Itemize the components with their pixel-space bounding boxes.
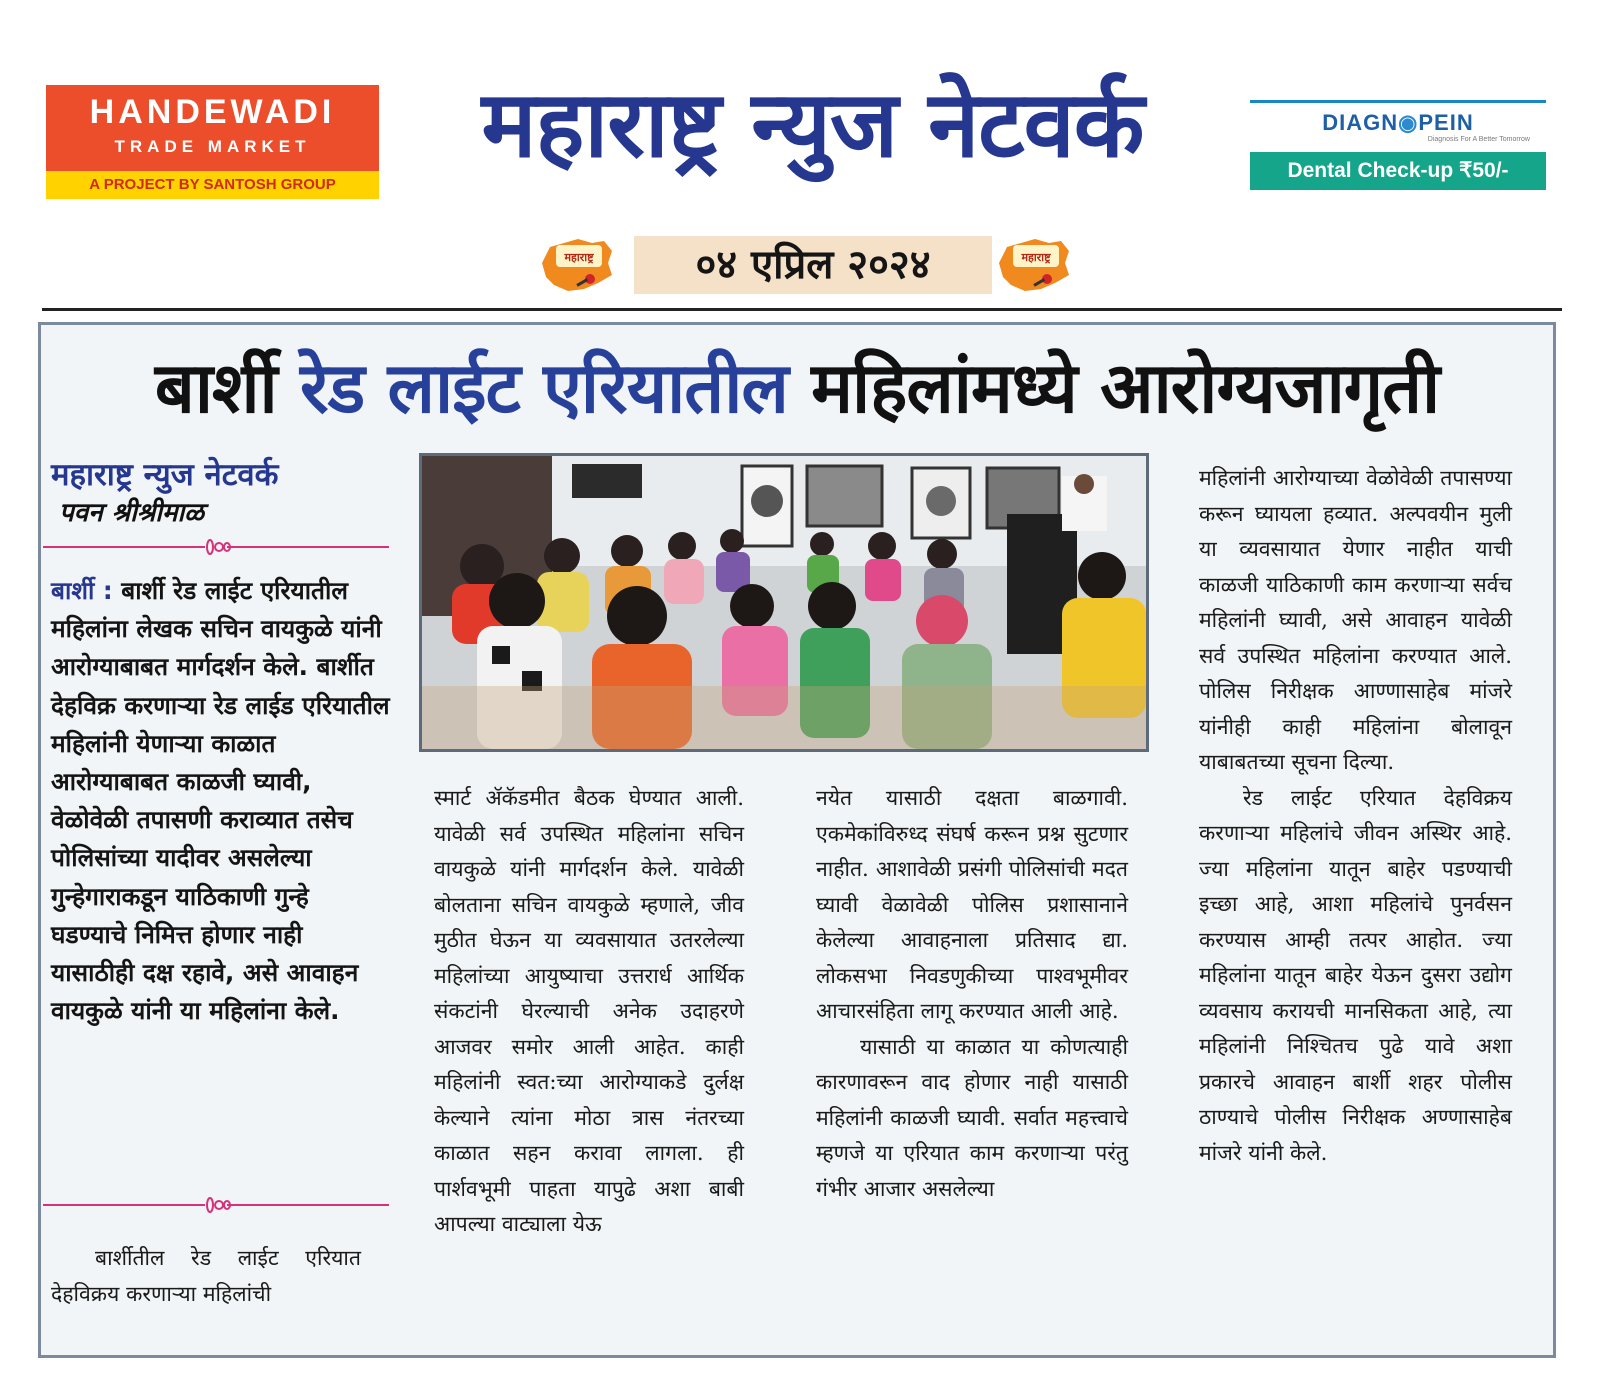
maharashtra-map-emblem-icon	[538, 233, 616, 295]
meeting-photo-illustration	[422, 456, 1146, 749]
headline-part2: रेड लाईट एरियातील	[300, 347, 788, 429]
maharashtra-map-emblem-icon	[995, 233, 1073, 295]
lead-paragraph	[51, 572, 391, 1030]
column-4-paragraph-1: महिलांनी आरोग्याच्या वेळोवेळी तपासण्या करून घ्यायला हव्यात. अल्पवयीन मुली या व्यवसायात येणार नाहीत याची काळजी याठिकाणी काम करणाऱ्या सर्वच महिलांनी घ्यावी, असे आवाहन यावेळी सर्व उपस्थित महिलांना करण्यात आले. पोलिस निरीक्षक आण्णासाहेब मांजरे यांनीही काही महिलांना बोलावून याबाबतच्या सूचना दिल्या.	[1199, 465, 1512, 774]
ornament-divider	[43, 1195, 389, 1215]
column-3-paragraph-2: यासाठी या काळात या कोणत्याही कारणावरून वाद होणार नाही यासाठी महिलांनी काळजी घ्यावी. सर्वात महत्त्वाचे म्हणजे या एरियात काम करणाऱ्या परंतु गंभीर आजार असलेल्या	[816, 1033, 1128, 1201]
svg-text:महाराष्ट्र: महाराष्ट्र	[564, 251, 594, 264]
svg-text:महाराष्ट्र: महाराष्ट्र	[1021, 251, 1051, 264]
article-headline	[41, 333, 1553, 443]
handewadi-ad[interactable]	[46, 85, 379, 199]
ad-top-line	[1250, 100, 1546, 103]
byline	[51, 455, 391, 531]
ad-strip: A PROJECT BY SANTOSH GROUP	[46, 171, 379, 199]
logo-part1: DIAGN	[1322, 110, 1399, 135]
ad-offer: Dental Check-up ₹50/-	[1250, 152, 1546, 190]
logo-globe-icon: ◉	[1398, 110, 1419, 135]
ornament-divider	[43, 537, 389, 557]
masthead-title: महाराष्ट्र न्युज नेटवर्क	[481, 71, 1144, 178]
lead-text: बार्शी रेड लाईट एरियातील महिलांना लेखक सचिन वायकुळे यांनी आरोग्याबाबत मार्गदर्शन केले. बार्शीत देहविक्र करणाऱ्या रेड लाईड एरियातील महिलांनी येणाऱ्या काळात आरोग्याबाबत काळजी घ्यावी, वेळोवेळी तपासणी कराव्यात तसेच पोलिसांच्या यादीवर असलेल्या गुन्हेगाराकडून याठिकाणी गुन्हे घडण्याचे निमित्त होणार नाही यासाठीही दक्ष रहावे, असे आवाहन वायकुळे यांनी या महिलांना केले.	[51, 576, 390, 1026]
column-4	[1199, 460, 1512, 1170]
meeting-photo[interactable]	[419, 453, 1149, 752]
article-box	[38, 322, 1556, 1358]
logo-part2: PEIN	[1418, 110, 1474, 135]
column-3	[816, 780, 1128, 1206]
byline-author: पवन श्रीश्रीमाळ	[59, 498, 205, 528]
diagnopein-logo	[1250, 110, 1546, 136]
ad-tagline: Diagnosis For A Better Tomorrow	[1427, 136, 1530, 143]
header-rule	[42, 308, 1562, 311]
ad-subtitle: TRADE MARKET	[114, 137, 311, 156]
diagnopein-ad[interactable]	[1250, 100, 1546, 190]
lead-place: बार्शी :	[51, 576, 113, 605]
byline-source: महाराष्ट्र न्युज नेटवर्क	[51, 457, 279, 493]
issue-date: ०४ एप्रिल २०२४	[634, 236, 992, 294]
headline-part3: महिलांमध्ये आरोग्यजागृती	[787, 347, 1440, 429]
column-1-text: बार्शीतील रेड लाईट एरियात देहविक्रय करणाऱ्या महिलांची	[51, 1245, 361, 1306]
column-2-text: स्मार्ट ॲकॅडमीत बैठक घेण्यात आली. यावेळी सर्व उपस्थित महिलांना सचिन वायकुळे यांनी मार्गदर्शन केले. यावेळी बोलताना सचिन वायकुळे म्हणाले, जीव मुठीत घेऊन या व्यवसायात उतरलेल्या महिलांच्या आयुष्याचा उत्तरार्ध आर्थिक संकटांनी घेरल्याची अनेक उदाहरणे आजवर समोर आली आहेत. काही महिलांनी स्वत:च्या आरोग्याकडे दुर्लक्ष केल्याने त्यांना मोठा त्रास नंतरच्या काळात सहन करावा लागला. ही पार्शवभूमी पाहता यापुढे अशा बाबी आपल्या वाट्याला येऊ	[434, 785, 744, 1236]
ad-brand: HANDEWADI	[89, 93, 336, 131]
column-4-paragraph-2: रेड लाईट एरियात देहविक्रय करणाऱ्या महिलांचे जीवन अस्थिर आहे. ज्या महिलांना यातून बाहेर पडण्याची इच्छा आहे, आशा महिलांचे पुनर्वसन करण्यास आम्ही तत्पर आहोत. ज्या महिलांना यातून बाहेर येऊन दुसरा उद्योग व्यवसाय करायची मानसिकता आहे, त्या महिलांनी निश्चितच पुढे यावे अशा प्रकारचे आवाहन बार्शी शहर पोलीस ठाण्याचे पोलीस निरीक्षक अण्णासाहेब मांजरे यांनी केले.	[1199, 784, 1512, 1165]
column-3-paragraph-1: नयेत यासाठी दक्षता बाळगावी. एकमेकांविरुध्द संघर्ष करून प्रश्न सुटणार नाहीत. आशावेळी प्रसंगी पोलिसांची मदत घ्यावी वेळावेळी पोलिस प्रशासानाने केलेल्या आवाहनाला प्रतिसाद द्या. लोकसभा निवडणुकीच्या पाश्वभूमीवर आचारसंहिता लागू करण्यात आली आहे.	[816, 785, 1128, 1023]
headline-part1: बार्शी	[154, 347, 301, 429]
